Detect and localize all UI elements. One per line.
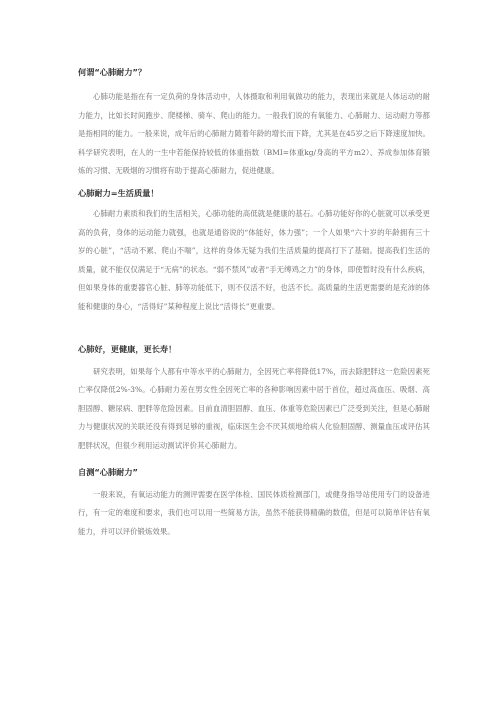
section-paragraph-quality-of-life: 心肺耐力素质和我们的生活相关，心肺功能的高低就是健康的基石。心肺功能好你的心脏就可以承受更高的负荷，身体的运动能力就强，也就是通俗说的“体能好，体力强”；一个人如果“六十岁的年龄拥有三十岁的心脏”，“活动不累、爬山不喘”，这样的身体无疑为我们生活质量的提高打下了基础。提高我们生活的质量，就不能仅仅满足于“无病”的状态。“弱不禁风”或者“手无缚鸡之力”的身体，即使暂时没有什么疾病，但如果身体的重要器官心脏、肺等功能低下，则不仅活不好，也活不长。高质量的生活更需要的是充沛的体能和健康的身心，“活得好”某种程度上说比“活得长”更重要。 [78,208,430,311]
document-body [78,66,430,541]
section-paragraph-what-is-cardio: 心肺功能是指在有一定负荷的身体活动中，人体摄取和利用氧做功的能力，表现出来就是人体运动的耐力能力，比如长时间跑步、爬楼梯、骑车、爬山的能力。一般我们说的有氧能力、心肺耐力、运动耐力等都是指相同的能力。一般来说，成年后的心肺耐力随着年龄的增长而下降，尤其是在45岁之后下降速度加快。科学研究表明，在人的一生中若能保持较低的体重指数（BMI=体重kg/身高的平方m2）、养成参加体育锻炼的习惯、无吸烟的习惯将有助于提高心肺耐力，促进健康。 [78,92,430,176]
section-heading-longevity: 心肺好，更健康，更长寿！ [78,343,177,354]
section-heading-quality-of-life: 心肺耐力=生活质量！ [78,187,159,198]
section-paragraph-longevity: 研究表明，如果每个人都有中等水平的心肺耐力，全因死亡率将降低17%，而去除肥胖这一危险因素死亡率仅降低2%-3%。心肺耐力差在男女性全因死亡率的各种影响因素中居于首位，超过高血压、吸烟、高胆固醇、糖尿病、肥胖等危险因素。目前血清胆固醇、血压、体重等危险因素已广泛受到关注，但是心肺耐力与健康状况的关联还没有得到足够的重视，临床医生会不厌其烦地给病人化验胆固醇、测量血压或评估其肥胖状况，但很少利用运动测试评价其心肺耐力。 [78,366,430,450]
section-paragraph-self-test: 一般来说，有氧运动能力的测评需要在医学体检、国民体质检测部门，或健身指导站使用专门的设备进行，有一定的难度和要求，我们也可以用一些简易方法，虽然不能获得精确的数值，但是可以简单评估有氧能力，并可以评价锻炼效果。 [78,489,430,536]
section-heading-what-is-cardio: 何谓“心肺耐力”？ [78,67,147,77]
section-heading-self-test: 自测“心肺耐力” [78,466,138,477]
